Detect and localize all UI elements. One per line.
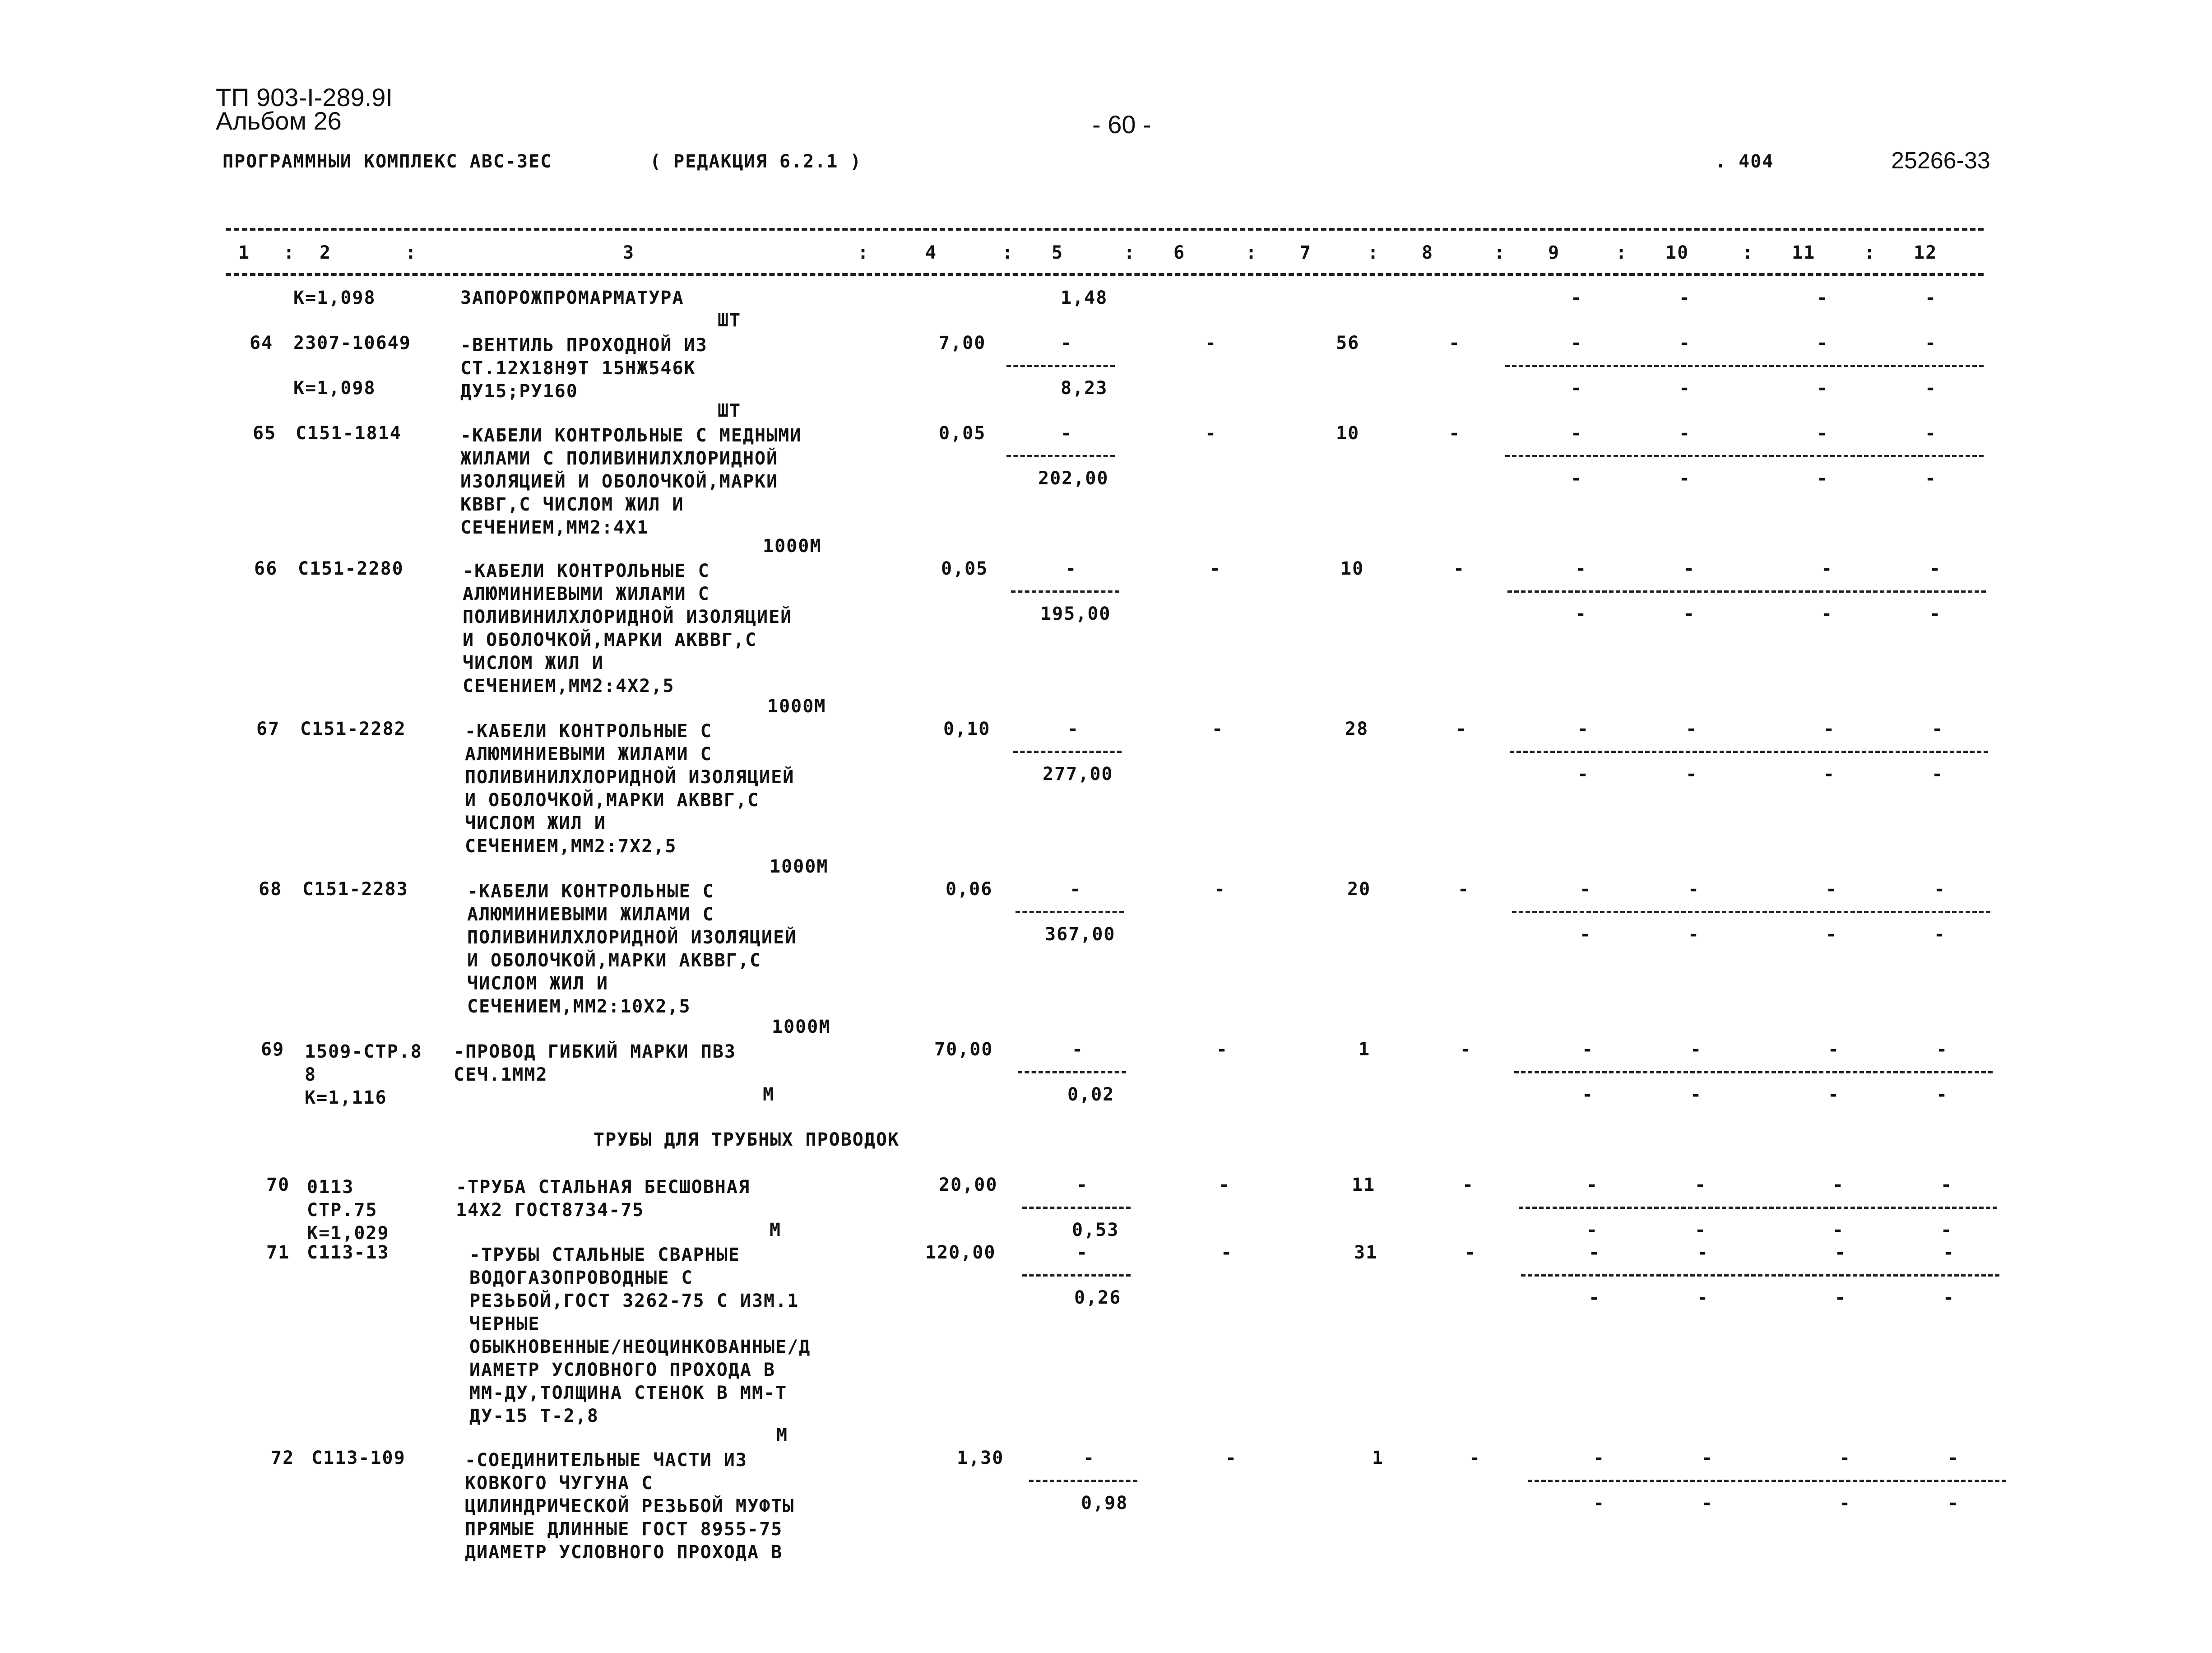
cell-separator <box>1521 1274 1999 1277</box>
row-col5-bottom: 8,23 <box>1061 378 1108 399</box>
row-code: 2307-10649 <box>293 333 411 353</box>
row-code: С113-13 <box>307 1242 390 1263</box>
empty-cell: - <box>1586 1175 1599 1195</box>
empty-cell: - <box>1943 1287 1955 1308</box>
empty-cell: - <box>1679 333 1691 353</box>
col-header-3: 3 <box>623 242 635 263</box>
col-header-10: 10 <box>1665 242 1689 263</box>
cell-separator <box>1022 1274 1131 1277</box>
row-col5-value: 1,48 <box>1061 288 1108 308</box>
cell-separator <box>1018 1071 1126 1073</box>
empty-cell: - <box>1817 333 1829 353</box>
empty-cell: - <box>1593 1493 1605 1514</box>
empty-cell: - <box>1697 1287 1709 1308</box>
empty-cell: - <box>1697 1242 1709 1263</box>
section-title: ТРУБЫ ДЛЯ ТРУБНЫХ ПРОВОДОК <box>594 1129 900 1150</box>
empty-cell: - <box>1929 558 1942 579</box>
empty-cell: - <box>1571 378 1583 399</box>
row-col7-value: 10 <box>1340 558 1364 579</box>
empty-cell: - <box>1702 1448 1714 1468</box>
col-header-9: 9 <box>1548 242 1560 263</box>
empty-cell: - <box>1575 604 1587 624</box>
row-col4-value: 0,10 <box>943 719 991 739</box>
row-col5-bottom: 367,00 <box>1045 924 1116 945</box>
empty-cell: - <box>1212 719 1224 739</box>
empty-cell: - <box>1828 1084 1840 1105</box>
row-name: -КАБЕЛИ КОНТРОЛЬНЫЕ С МЕДНЫМИ ЖИЛАМИ С ПОЛИВИНИЛХЛОРИДНОЙ ИЗОЛЯЦИЕЙ И ОБОЛОЧКОЙ,МАРКИ КВВГ,С ЧИСЛОМ ЖИЛ И СЕЧЕНИЕМ,ММ2:4Х1 <box>460 425 802 538</box>
row-number: 68 <box>259 879 283 900</box>
empty-cell: - <box>1839 1493 1851 1514</box>
row-col4-value: 120,00 <box>925 1242 996 1263</box>
document-code: ТП 903-I-289.9I <box>216 83 393 111</box>
cell-separator <box>1006 365 1115 367</box>
registry-number: 25266-33 <box>1891 148 1990 174</box>
empty-cell: - <box>1580 924 1592 945</box>
row-number: 65 <box>253 423 277 444</box>
empty-cell: - <box>1582 1039 1594 1060</box>
row-name: -ТРУБЫ СТАЛЬНЫЕ СВАРНЫЕ ВОДОГАЗОПРОВОДНЫЕ С РЕЗЬБОЙ,ГОСТ 3262-75 С ИЗМ.1 ЧЕРНЫЕ ОБЫКНОВЕННЫЕ/НЕОЦИНКОВАННЫЕ/Д ИАМЕТР УСЛОВНОГО ПРОХОДА В ММ-ДУ,ТОЛЩИНА СТЕНОК В ММ-Т ДУ-15 Т-2,8 <box>469 1244 811 1426</box>
empty-cell: - <box>1932 719 1944 739</box>
row-col5-top: - <box>1061 333 1073 353</box>
row-col5-bottom: 0,53 <box>1072 1220 1119 1240</box>
empty-cell: - <box>1932 764 1944 785</box>
empty-cell: - <box>1936 1084 1948 1105</box>
col-sep: : <box>1002 242 1014 263</box>
col-sep: : <box>405 242 417 263</box>
empty-cell: - <box>1214 879 1226 900</box>
row-unit: М <box>763 1084 775 1105</box>
row-col4-value: 70,00 <box>934 1039 993 1060</box>
row-code: 0113 СТР.75 K=1,029 <box>307 1177 390 1244</box>
empty-cell: - <box>1679 468 1691 489</box>
cell-separator <box>1016 911 1124 913</box>
row-code: K=1,098 <box>293 288 376 308</box>
col-header-8: 8 <box>1422 242 1434 263</box>
row-code: С151-2280 <box>298 558 404 579</box>
cell-separator <box>1006 455 1115 457</box>
cell-separator <box>1507 590 1986 593</box>
row-unit: 1000М <box>767 696 826 717</box>
row-col5-top: - <box>1076 1242 1089 1263</box>
row-col7-value: 20 <box>1347 879 1371 900</box>
row-unit: М <box>776 1425 788 1446</box>
row-col4-value: 0,06 <box>946 879 993 900</box>
row-name: -ТРУБА СТАЛЬНАЯ БЕСШОВНАЯ 14Х2 ГОСТ8734-75 <box>456 1177 751 1221</box>
col-sep: : <box>283 242 296 263</box>
row-col4-value: 0,05 <box>939 423 986 444</box>
cell-separator <box>1514 1071 1993 1073</box>
empty-cell: - <box>1695 1175 1707 1195</box>
row-col7-value: 1 <box>1372 1448 1384 1468</box>
empty-cell: - <box>1929 604 1942 624</box>
empty-cell: - <box>1462 1175 1475 1195</box>
empty-cell: - <box>1823 764 1836 785</box>
cell-separator <box>1510 751 1988 753</box>
row-col5-bottom: 195,00 <box>1040 604 1111 624</box>
col-header-5: 5 <box>1052 242 1064 263</box>
empty-cell: - <box>1941 1220 1953 1240</box>
empty-cell: - <box>1835 1287 1847 1308</box>
empty-cell: - <box>1832 1220 1845 1240</box>
empty-cell: - <box>1832 1175 1845 1195</box>
row-unit: 1000М <box>772 1017 831 1037</box>
col-sep: : <box>1742 242 1754 263</box>
empty-cell: - <box>1817 378 1829 399</box>
col-sep: : <box>1368 242 1380 263</box>
table-top-rule <box>226 228 1984 231</box>
row-col5-bottom: 0,02 <box>1067 1084 1115 1105</box>
col-header-11: 11 <box>1792 242 1816 263</box>
empty-cell: - <box>1925 423 1937 444</box>
empty-cell: - <box>1695 1220 1707 1240</box>
row-name: ЗАПОРОЖПРОМАРМАТУРА <box>460 288 684 308</box>
empty-cell: - <box>1205 333 1217 353</box>
col-sep: : <box>1124 242 1136 263</box>
empty-cell: - <box>1582 1084 1594 1105</box>
empty-cell: - <box>1571 333 1583 353</box>
empty-cell: - <box>1948 1493 1960 1514</box>
row-col7-value: 11 <box>1352 1175 1376 1195</box>
sheet-code: . 404 <box>1715 151 1774 172</box>
empty-cell: - <box>1826 924 1838 945</box>
empty-cell: - <box>1679 378 1691 399</box>
row-code: 1509-СТР.8 8 K=1,116 <box>305 1041 422 1108</box>
row-col4-value: 0,05 <box>941 558 988 579</box>
empty-cell: - <box>1688 924 1700 945</box>
row-unit: ШТ <box>718 400 742 421</box>
row-name: -КАБЕЛИ КОНТРОЛЬНЫЕ С АЛЮМИНИЕВЫМИ ЖИЛАМИ С ПОЛИВИНИЛХЛОРИДНОЙ ИЗОЛЯЦИЕЙ И ОБОЛОЧКОЙ,МАРКИ АКВВГ,С ЧИСЛОМ ЖИЛ И СЕЧЕНИЕМ,ММ2:10Х2,5 <box>467 881 797 1017</box>
row-number: 64 <box>250 333 274 353</box>
empty-cell: - <box>1686 764 1698 785</box>
row-unit: 1000М <box>763 536 822 557</box>
row-code: С151-1814 <box>296 423 402 444</box>
cell-separator <box>1505 365 1984 367</box>
col-sep: : <box>858 242 870 263</box>
col-header-7: 7 <box>1300 242 1312 263</box>
cell-separator <box>1029 1480 1137 1482</box>
empty-cell: - <box>1925 288 1937 308</box>
empty-cell: - <box>1943 1242 1955 1263</box>
empty-cell: - <box>1835 1242 1847 1263</box>
empty-cell: - <box>1465 1242 1477 1263</box>
cell-separator <box>1519 1207 1997 1209</box>
row-col5-top: - <box>1070 879 1082 900</box>
empty-cell: - <box>1205 423 1217 444</box>
row-number: 66 <box>254 558 278 579</box>
row-number: 71 <box>266 1242 290 1263</box>
row-col5-bottom: 202,00 <box>1038 468 1109 489</box>
row-col5-top: - <box>1083 1448 1095 1468</box>
cell-separator <box>1528 1480 2006 1482</box>
row-col4-value: 7,00 <box>939 333 986 353</box>
empty-cell: - <box>1925 378 1937 399</box>
row-name: -КАБЕЛИ КОНТРОЛЬНЫЕ С АЛЮМИНИЕВЫМИ ЖИЛАМИ С ПОЛИВИНИЛХЛОРИДНОЙ ИЗОЛЯЦИЕЙ И ОБОЛОЧКОЙ,МАРКИ АКВВГ,С ЧИСЛОМ ЖИЛ И СЕЧЕНИЕМ,ММ2:7Х2,5 <box>465 721 795 857</box>
table-header-rule <box>226 273 1984 276</box>
row-name: -ПРОВОД ГИБКИЙ МАРКИ ПВ3 СЕЧ.1ММ2 <box>454 1041 736 1085</box>
page-number: - 60 - <box>1092 110 1151 139</box>
row-name: -КАБЕЛИ КОНТРОЛЬНЫЕ С АЛЮМИНИЕВЫМИ ЖИЛАМИ С ПОЛИВИНИЛХЛОРИДНОЙ ИЗОЛЯЦИЕЙ И ОБОЛОЧКОЙ,МАРКИ АКВВГ,С ЧИСЛОМ ЖИЛ И СЕЧЕНИЕМ,ММ2:4Х2,5 <box>463 561 793 696</box>
empty-cell: - <box>1702 1493 1714 1514</box>
empty-cell: - <box>1934 879 1946 900</box>
empty-cell: - <box>1690 1039 1702 1060</box>
empty-cell: - <box>1934 924 1946 945</box>
empty-cell: - <box>1216 1039 1229 1060</box>
empty-cell: - <box>1589 1242 1601 1263</box>
row-col7-value: 56 <box>1336 333 1360 353</box>
empty-cell: - <box>1571 288 1583 308</box>
empty-cell: - <box>1688 879 1700 900</box>
row-number: 70 <box>266 1175 290 1195</box>
empty-cell: - <box>1453 558 1465 579</box>
row-name: -ВЕНТИЛЬ ПРОХОДНОЙ ИЗ СТ.12Х18Н9Т 15НЖ546К ДУ15;РУ160 <box>460 335 708 402</box>
empty-cell: - <box>1679 423 1691 444</box>
empty-cell: - <box>1575 558 1587 579</box>
empty-cell: - <box>1683 558 1696 579</box>
empty-cell: - <box>1469 1448 1481 1468</box>
row-number: 72 <box>271 1448 295 1468</box>
empty-cell: - <box>1679 288 1691 308</box>
empty-cell: - <box>1571 468 1583 489</box>
empty-cell: - <box>1823 719 1836 739</box>
row-col5-top: - <box>1072 1039 1084 1060</box>
cell-separator <box>1011 590 1119 593</box>
empty-cell: - <box>1821 558 1833 579</box>
col-sep: : <box>1246 242 1258 263</box>
empty-cell: - <box>1826 879 1838 900</box>
row-col7-value: 10 <box>1336 423 1360 444</box>
row-col5-bottom: 0,26 <box>1074 1287 1122 1308</box>
empty-cell: - <box>1577 719 1590 739</box>
empty-cell: - <box>1936 1039 1948 1060</box>
empty-cell: - <box>1449 423 1461 444</box>
row-unit: 1000М <box>770 856 829 877</box>
empty-cell: - <box>1219 1175 1231 1195</box>
col-sep: : <box>1494 242 1506 263</box>
row-col4-value: 1,30 <box>957 1448 1004 1468</box>
cell-separator <box>1013 751 1122 753</box>
row-col5-bottom: 277,00 <box>1043 764 1113 785</box>
empty-cell: - <box>1456 719 1468 739</box>
empty-cell: - <box>1948 1448 1960 1468</box>
empty-cell: - <box>1828 1039 1840 1060</box>
col-header-2: 2 <box>320 242 332 263</box>
edition-label: ( РЕДАКЦИЯ 6.2.1 ) <box>650 151 862 172</box>
empty-cell: - <box>1449 333 1461 353</box>
empty-cell: - <box>1221 1242 1233 1263</box>
row-code: С151-2282 <box>300 719 406 739</box>
row-col5-top: - <box>1067 719 1080 739</box>
empty-cell: - <box>1817 288 1829 308</box>
empty-cell: - <box>1458 879 1470 900</box>
empty-cell: - <box>1686 719 1698 739</box>
empty-cell: - <box>1817 468 1829 489</box>
album-label: Альбом 26 <box>216 107 342 135</box>
row-col5-bottom: 0,98 <box>1081 1493 1128 1514</box>
empty-cell: - <box>1683 604 1696 624</box>
empty-cell: - <box>1210 558 1222 579</box>
row-col5-top: - <box>1061 423 1073 444</box>
cell-separator <box>1505 455 1984 457</box>
row-col5-top: - <box>1065 558 1077 579</box>
empty-cell: - <box>1925 468 1937 489</box>
row-unit: М <box>770 1220 782 1240</box>
col-header-6: 6 <box>1173 242 1186 263</box>
col-sep: : <box>1864 242 1876 263</box>
cell-separator <box>1022 1207 1131 1209</box>
col-header-12: 12 <box>1914 242 1938 263</box>
row-col4-value: 20,00 <box>939 1175 998 1195</box>
row-name: -СОЕДИНИТЕЛЬНЫЕ ЧАСТИ ИЗ КОВКОГО ЧУГУНА С ЦИЛИНДРИЧЕСКОЙ РЕЗЬБОЙ МУФТЫ ПРЯМЫЕ ДЛИННЫЕ ГОСТ 8955-75 ДИАМЕТР УСЛОВНОГО ПРОХОДА В <box>465 1450 795 1563</box>
row-code: С151-2283 <box>302 879 408 900</box>
empty-cell: - <box>1821 604 1833 624</box>
row-code: С113-109 <box>311 1448 406 1468</box>
empty-cell: - <box>1925 333 1937 353</box>
empty-cell: - <box>1941 1175 1953 1195</box>
cell-separator <box>1512 911 1990 913</box>
col-sep: : <box>1616 242 1628 263</box>
col-header-1: 1 <box>238 242 250 263</box>
row-col7-value: 28 <box>1345 719 1369 739</box>
empty-cell: - <box>1580 879 1592 900</box>
row-col7-value: 1 <box>1359 1039 1371 1060</box>
empty-cell: - <box>1571 423 1583 444</box>
row-col5-top: - <box>1076 1175 1089 1195</box>
row-unit: ШТ <box>718 310 742 331</box>
row-col7-value: 31 <box>1354 1242 1378 1263</box>
empty-cell: - <box>1225 1448 1238 1468</box>
empty-cell: - <box>1586 1220 1599 1240</box>
empty-cell: - <box>1839 1448 1851 1468</box>
col-header-4: 4 <box>925 242 937 263</box>
row-code-k: K=1,098 <box>293 378 376 399</box>
empty-cell: - <box>1589 1287 1601 1308</box>
empty-cell: - <box>1817 423 1829 444</box>
empty-cell: - <box>1460 1039 1472 1060</box>
empty-cell: - <box>1577 764 1590 785</box>
row-number: 69 <box>261 1039 285 1060</box>
program-title: ПРОГРАММНЫИ КОМПЛЕКС АВС-3ЕС <box>223 151 552 172</box>
row-number: 67 <box>256 719 280 739</box>
empty-cell: - <box>1593 1448 1605 1468</box>
empty-cell: - <box>1690 1084 1702 1105</box>
